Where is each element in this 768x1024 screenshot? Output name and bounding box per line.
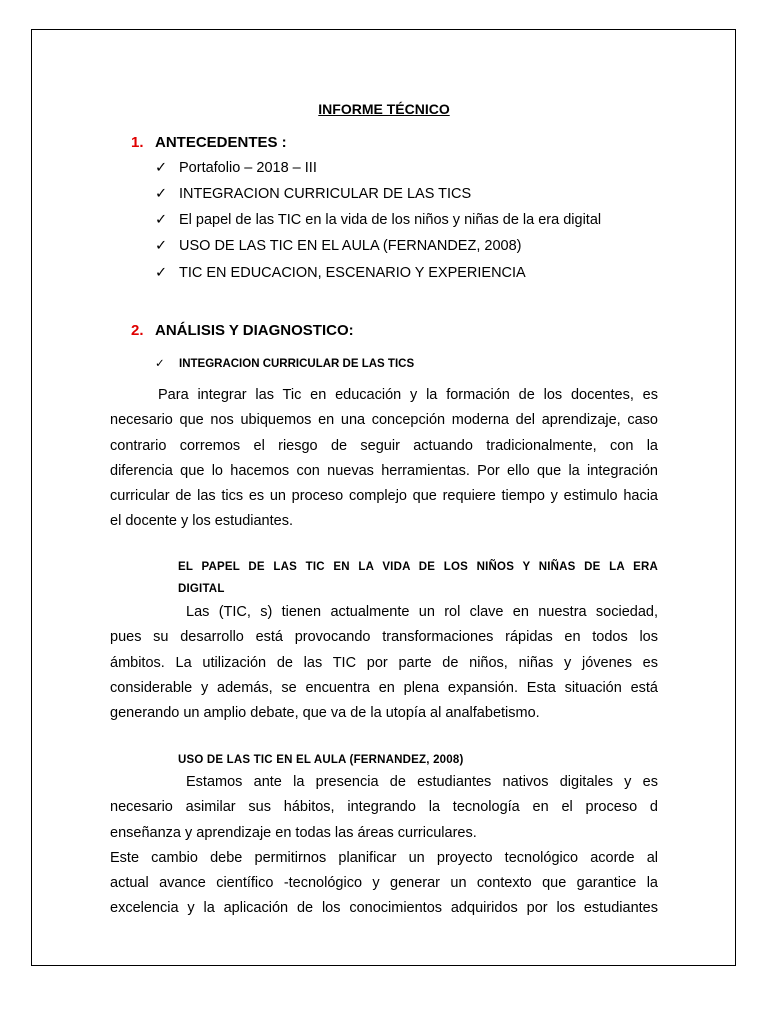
section-2-title: ANÁLISIS Y DIAGNOSTICO: <box>155 322 354 339</box>
antecedentes-item-text: Portafolio – 2018 – III <box>179 160 317 176</box>
checkmark-icon: ✓ <box>155 238 168 254</box>
paragraph-line: enseñanza y aprendizaje en todas las áreas curriculares. <box>110 824 477 841</box>
section-2-heading <box>131 322 354 339</box>
paragraph-line: Este cambio debe permitirnos planificar un proyecto tecnológico acorde al <box>110 849 658 866</box>
paragraph-line: ámbitos. La utilización de las TIC por parte de niños, niñas y jóvenes es <box>110 654 658 671</box>
antecedentes-item-text: USO DE LAS TIC EN EL AULA (FERNANDEZ, 2008) <box>179 238 522 254</box>
document-title: INFORME TÉCNICO <box>318 101 450 117</box>
section-1-title: ANTECEDENTES : <box>155 134 287 151</box>
antecedentes-item <box>155 238 521 254</box>
paragraph-line: generando un amplio debate, que va de la utopía al analfabetismo. <box>110 705 540 722</box>
paragraph-line: Las (TIC, s) tienen actualmente un rol clave en nuestra sociedad, <box>186 604 658 620</box>
checkmark-icon: ✓ <box>155 160 168 176</box>
paragraph-line: necesario asimilar sus hábitos, integrando la tecnología en el proceso d <box>110 799 658 816</box>
checkmark-icon: ✓ <box>155 186 168 202</box>
paragraph-integracion <box>110 383 658 535</box>
checkmark-icon: ✓ <box>155 358 165 370</box>
subsection-heading-uso: USO DE LAS TIC EN EL AULA (FERNANDEZ, 2008) <box>178 754 464 766</box>
subsection-heading <box>155 356 414 370</box>
paragraph-line: excelencia y la aplicación de los conocimientos adquiridos por los estudiantes <box>110 900 658 917</box>
antecedentes-item <box>155 160 317 176</box>
paragraph-papel <box>110 600 658 726</box>
checkmark-icon: ✓ <box>155 265 168 281</box>
checkmark-icon: ✓ <box>155 212 168 228</box>
section-2-number: 2. <box>131 322 144 339</box>
paragraph-uso <box>110 770 658 922</box>
paragraph-line: Estamos ante la presencia de estudiantes nativos digitales y es <box>186 774 658 790</box>
antecedentes-item <box>155 186 471 202</box>
subsection-heading-papel: EL PAPEL DE LAS TIC EN LA VIDA DE LOS NIÑOS Y NIÑAS DE LA ERA <box>178 561 658 573</box>
antecedentes-item <box>155 265 526 281</box>
paragraph-line: contrario corremos el riesgo de seguir actuando tradicionalmente, con la <box>110 437 658 454</box>
section-1-heading <box>131 134 287 151</box>
antecedentes-item-text: El papel de las TIC en la vida de los niños y niñas de la era digital <box>179 212 602 228</box>
paragraph-line: considerable y además, se encuentra en plena expansión. Esta situación está <box>110 679 658 696</box>
paragraph-line: necesario que nos ubiquemos en una concepción moderna del aprendizaje, caso <box>110 412 658 429</box>
antecedentes-item <box>155 212 601 228</box>
subsection-heading-text: INTEGRACION CURRICULAR DE LAS TICS <box>179 358 415 370</box>
section-1-number: 1. <box>131 134 144 151</box>
paragraph-line: el docente y los estudiantes. <box>110 513 293 530</box>
paragraph-line: curricular de las tics es un proceso complejo que requiere tiempo y estimulo hacia <box>110 488 658 505</box>
subsection-heading-papel-cont: DIGITAL <box>178 583 225 595</box>
antecedentes-item-text: INTEGRACION CURRICULAR DE LAS TICS <box>179 186 472 202</box>
paragraph-line: Para integrar las Tic en educación y la formación de los docentes, es <box>158 387 658 403</box>
paragraph-line: pues su desarrollo está provocando transformaciones rápidas en todos los <box>110 629 658 646</box>
paragraph-line: diferencia que lo hacemos con nuevas herramientas. Por ello que la integración <box>110 462 658 479</box>
paragraph-line: actual avance científico -tecnológico y generar un contexto que garantice la <box>110 875 658 892</box>
antecedentes-item-text: TIC EN EDUCACION, ESCENARIO Y EXPERIENCIA <box>179 265 526 281</box>
